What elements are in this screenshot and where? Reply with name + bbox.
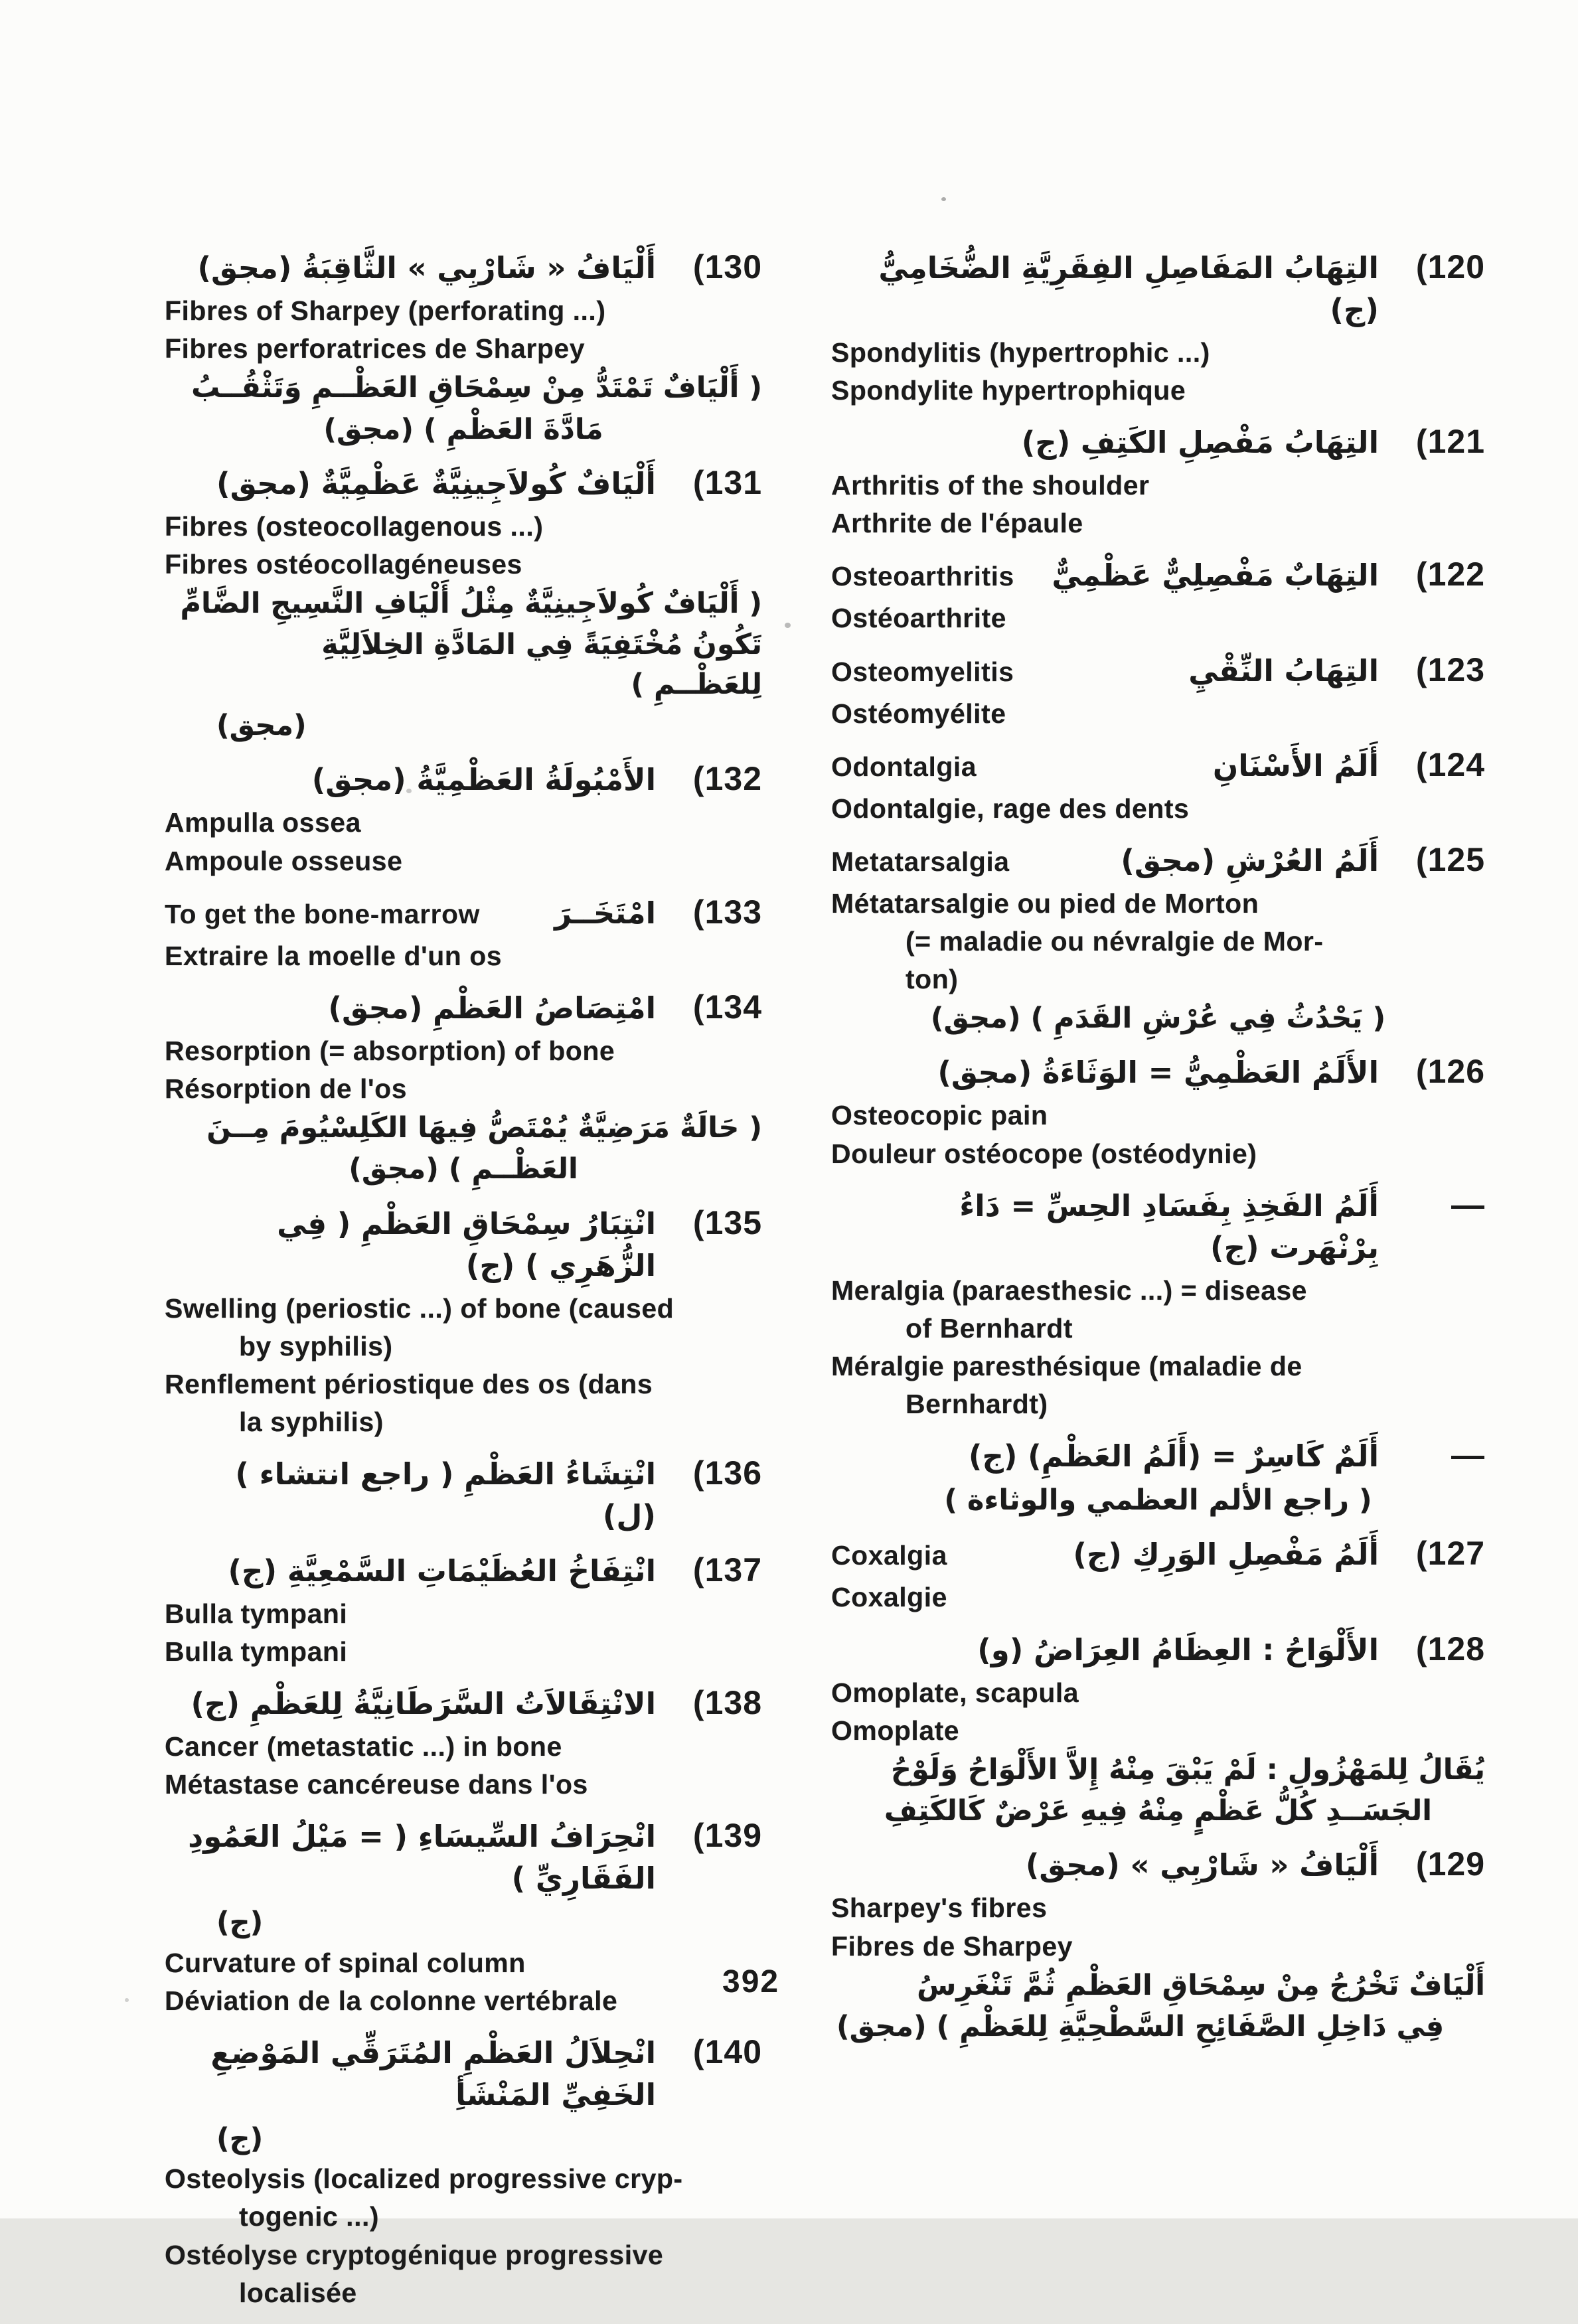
entry-line-french: Douleur ostéocope (ostéodynie)	[831, 1138, 1257, 1169]
dictionary-entry	[831, 1051, 1485, 1171]
entry-line-english: Bulla tympani	[165, 1598, 348, 1630]
entry-line-french: Omoplate	[831, 1715, 960, 1746]
entry-line-french: Coxalgie	[831, 1582, 947, 1613]
dictionary-entry	[831, 650, 1485, 732]
dictionary-entry	[831, 1844, 1485, 2047]
entry-headline	[831, 1051, 1485, 1093]
entry-english-inline: Odontalgia	[831, 751, 977, 782]
entry-line-arabic-note: العَظْــمِ ) (مجق)	[349, 1152, 578, 1186]
dictionary-entry	[831, 1435, 1485, 1520]
entry-line-english: togenic ...)	[239, 2201, 379, 2232]
entry-headline	[831, 650, 1485, 692]
dictionary-entry	[831, 1185, 1485, 1422]
dictionary-entry	[831, 247, 1485, 408]
entry-line-arabic-note: تَكُونُ مُخْتَفِيَةً فِي المَادَّةِ الخِلاَلِيَّةِ لِلعَظْــمِ )	[321, 628, 762, 701]
entry-headline	[831, 1533, 1485, 1575]
dictionary-entry	[165, 1550, 762, 1669]
dictionary-entry	[831, 554, 1485, 636]
entry-line-french: Résorption de l'os	[165, 1073, 408, 1104]
arabic-headword: التِهَابُ المَفَاصِلِ الفِقَرِيَّةِ الضُّخَامِيُّ (ج)	[878, 250, 1379, 327]
entry-headline	[165, 1550, 762, 1592]
arabic-headword: أَلَمٌ كَاسِرٌ = (أَلَمُ العَظْمِ) (ج)	[968, 1438, 1379, 1474]
entry-line-arabic-note: ( أَلْيَافٌ تَمْتَدُّ مِنْ سِمْحَاقِ العَظْــمِ وَتَثْقُــبُ	[191, 371, 762, 405]
entry-line-french: Bernhardt)	[906, 1388, 1048, 1419]
entry-english-inline: Coxalgia	[831, 1540, 947, 1571]
dictionary-entry	[831, 745, 1485, 826]
entry-number: (139	[692, 1817, 762, 1855]
entry-line-french: Fibres ostéocollagéneuses	[165, 548, 522, 580]
entry-line-arabic-continuation: (ج)	[216, 2122, 264, 2156]
entry-line-arabic-continuation: (مجق)	[216, 709, 307, 743]
entry-line-arabic-note: ( حَالَةٌ مَرَضِيَّةٌ يُمْتَصُّ فِيهَا الكَلِسْيُومَ مِــنَ	[206, 1111, 762, 1144]
entry-line-english: Swelling (periostic ...) of bone (caused	[165, 1292, 674, 1324]
entry-line-french: Arthrite de l'épaule	[831, 508, 1083, 539]
entry-number: (122	[1415, 556, 1485, 593]
entry-number: (120	[1415, 248, 1485, 285]
entry-line-french: Bulla tympani	[165, 1636, 348, 1667]
entry-line-arabic-note: أَلْيَافٌ تَخْرُجُ مِنْ سِمْحَاقِ العَظْمِ ثُمَّ تَنْغَرِسُ	[917, 1968, 1485, 2002]
entry-line-english: by syphilis)	[239, 1330, 393, 1361]
entry-line-french: localisée	[239, 2277, 357, 2308]
entry-number: (125	[1415, 840, 1485, 878]
entry-headline	[831, 1185, 1485, 1269]
arabic-headword: امْتَخَــرَ	[554, 895, 656, 931]
entry-headline	[831, 1435, 1485, 1477]
entry-line-french: la syphilis)	[239, 1406, 384, 1437]
entry-line-english: Fibres of Sharpey (perforating ...)	[165, 295, 606, 326]
entry-headline	[165, 892, 762, 934]
arabic-headword: انْتِشَاءُ العَظْمِ ( راجع انتشاء ) (ل)	[235, 1456, 656, 1534]
entry-english-inline: Osteomyelitis	[831, 656, 1014, 687]
entry-english-inline: To get the bone-marrow	[165, 898, 480, 929]
entry-headline	[831, 745, 1485, 787]
entry-number: —	[1451, 1436, 1485, 1474]
entry-english-inline: Osteoarthritis	[831, 561, 1014, 592]
dictionary-entry	[165, 759, 762, 878]
entry-line-french: Métatarsalgie ou pied de Morton	[831, 888, 1259, 919]
entry-line-english: Osteolysis (localized progressive cryp-	[165, 2163, 683, 2195]
entry-line-english: Ampulla ossea	[165, 807, 361, 838]
entry-line-english: of Bernhardt	[906, 1312, 1073, 1344]
entry-line-arabic-note: فِي دَاخِلِ الصَّفَائِحِ السَّطْحِيَّةِ لِلعَظْمِ ) (مجق)	[836, 2009, 1445, 2043]
left-column	[165, 247, 762, 2324]
arabic-headword: التِهَابُ مَفْصِلِ الكَتِفِ (ج)	[1021, 425, 1379, 461]
entry-line-english: Omoplate, scapula	[831, 1677, 1079, 1708]
entry-headline	[165, 1203, 762, 1286]
entry-number: (130	[692, 248, 762, 285]
entry-number: (135	[692, 1203, 762, 1241]
entry-line-arabic-note: ( راجع الألم العظمي والوثاءة )	[944, 1484, 1372, 1517]
arabic-headword: أَلَمُ مَفْصِلِ الوَرِكِ (ج)	[1073, 1537, 1379, 1573]
dictionary-entry	[831, 840, 1485, 1039]
entry-number: (137	[692, 1551, 762, 1589]
scan-speck	[406, 789, 412, 793]
entry-line-french: ton)	[906, 963, 959, 994]
dictionary-entry	[165, 463, 762, 746]
entry-line-arabic-continuation: (ج)	[216, 1906, 264, 1940]
arabic-headword: أَلْيَافٌ كُولاَجِينِيَّةٌ عَظْمِيَّةٌ (مجق)	[216, 465, 656, 501]
entry-line-french: Méralgie paresthésique (maladie de	[831, 1350, 1302, 1381]
entry-number: (134	[692, 988, 762, 1026]
dictionary-entry	[165, 1683, 762, 1802]
dictionary-entry	[165, 2032, 762, 2311]
entry-line-french: Fibres de Sharpey	[831, 1930, 1073, 1962]
dictionary-entry	[831, 1533, 1485, 1615]
entry-headline	[831, 840, 1485, 882]
entry-headline	[831, 247, 1485, 331]
entry-english-inline: Metatarsalgia	[831, 846, 1010, 877]
entry-line-french: Spondylite hypertrophique	[831, 375, 1186, 406]
entry-number: (128	[1415, 1630, 1485, 1667]
entry-line-arabic-note: مَادَّةَ العَظْمِ ) (مجق)	[323, 412, 603, 446]
entry-headline	[165, 987, 762, 1029]
arabic-headword: الأَلْوَاحُ : العِظَامُ العِرَاضُ (و)	[977, 1632, 1379, 1667]
entry-line-french: (= maladie ou névralgie de Mor-	[906, 925, 1324, 957]
scan-speck	[785, 623, 791, 628]
entry-headline	[165, 1683, 762, 1725]
entry-headline	[831, 554, 1485, 596]
entry-number: —	[1451, 1186, 1485, 1223]
arabic-headword: انْتِفَاخُ العُظَيْمَاتِ السَّمْعِيَّةِ (ج)	[228, 1553, 656, 1589]
entry-number: (136	[692, 1454, 762, 1492]
entry-line-french: Fibres perforatrices de Sharpey	[165, 333, 586, 364]
entry-headline	[165, 2032, 762, 2116]
entry-line-english: Curvature of spinal column	[165, 1947, 526, 1978]
arabic-headword: أَلْيَافُ « شَارْبِي » (مجق)	[1025, 1847, 1379, 1883]
entry-line-french: Extraire la moelle d'un os	[165, 940, 503, 971]
entry-line-english: Cancer (metastatic ...) in bone	[165, 1731, 562, 1762]
entry-headline	[165, 759, 762, 801]
entry-number: (140	[692, 2033, 762, 2071]
dictionary-entry	[165, 1453, 762, 1537]
entry-line-french: Ostéoarthrite	[831, 603, 1006, 634]
entry-line-arabic-note: ( أَلْيَافٌ كُولاَجِينِيَّةٌ مِثْلُ أَلْيَافِ النَّسِيجِ الضَّامِّ	[180, 587, 762, 621]
entry-headline	[165, 247, 762, 289]
entry-headline	[165, 1816, 762, 1899]
arabic-headword: أَلْيَافُ « شَارْبِي » الثَّاقِبَةُ (مجق)	[197, 250, 656, 285]
entry-line-english: Sharpey's fibres	[831, 1893, 1048, 1924]
arabic-headword: الأَلَمُ العَظْمِيُّ = الوَثَاءَةُ (مجق)	[937, 1055, 1379, 1091]
arabic-headword: التِهَابُ النِّقْيِ	[1188, 653, 1379, 688]
entry-line-arabic-note: يُقَالُ لِلمَهْزُولِ : لَمْ يَبْقَ مِنْهُ إِلاَّ الأَلْوَاحُ وَلَوْحُ	[891, 1752, 1485, 1786]
dictionary-entry	[831, 422, 1485, 541]
entry-number: (127	[1415, 1535, 1485, 1573]
entry-line-english: Osteocopic pain	[831, 1100, 1048, 1131]
entry-headline	[831, 1844, 1485, 1886]
arabic-headword: التِهَابٌ مَفْصِلِيٌّ عَظْمِيٌّ	[1052, 558, 1379, 593]
scan-speck	[941, 197, 946, 201]
entry-line-english: Arthritis of the shoulder	[831, 470, 1150, 501]
entry-line-french: Renflement périostique des os (dans	[165, 1368, 653, 1399]
entry-number: (138	[692, 1684, 762, 1722]
arabic-headword: انْحِرَافُ السِّيسَاءِ ( = مَيْلُ العَمُودِ الفَقَارِيِّ )	[188, 1819, 656, 1897]
dictionary-entry	[165, 1203, 762, 1440]
entry-number: (132	[692, 760, 762, 798]
right-column	[831, 247, 1485, 2060]
arabic-headword: أَلَمُ الفَخِذِ بِفَسَادِ الحِسِّ = دَاءُ بِرْنْهَرت (ج)	[959, 1188, 1379, 1265]
dictionary-entry	[165, 892, 762, 974]
arabic-headword: انْتِبَارُ سِمْحَاقِ العَظْمِ ( فِي الزُّهَرِي ) (ج)	[277, 1205, 656, 1283]
page-number: 392	[722, 1964, 780, 1999]
arabic-headword: امْتِصَاصُ العَظْمِ (مجق)	[328, 990, 656, 1026]
entry-headline	[831, 422, 1485, 463]
entry-line-french: Odontalgie, rage des dents	[831, 793, 1190, 824]
entry-headline	[165, 1453, 762, 1537]
entry-headline	[831, 1629, 1485, 1671]
arabic-headword: الانْتِقَالاَتُ السَّرَطَانِيَّةُ لِلعَظْمِ (ج)	[191, 1686, 656, 1722]
dictionary-entry	[165, 1816, 762, 2019]
arabic-headword: أَلَمُ العُرْشِ (مجق)	[1121, 842, 1379, 878]
scan-speck	[125, 1998, 129, 2002]
entry-number: (129	[1415, 1845, 1485, 1883]
entry-line-french: Métastase cancéreuse dans l'os	[165, 1769, 588, 1800]
dictionary-entry	[165, 247, 762, 449]
entry-number: (126	[1415, 1053, 1485, 1091]
entry-line-english: Spondylitis (hypertrophic ...)	[831, 337, 1210, 368]
entry-number: (131	[692, 463, 762, 501]
entry-line-english: Fibres (osteocollagenous ...)	[165, 510, 544, 542]
arabic-headword: أَلَمُ الأَسْنَانِ	[1212, 747, 1379, 783]
entry-line-arabic-note: الجَسَــدِ كُلُّ عَظْمٍ مِنْهُ فِيهِ عَرْضٌ كَالكَتِفِ	[884, 1794, 1433, 1828]
dictionary-entry	[165, 987, 762, 1190]
dictionary-entry	[831, 1629, 1485, 1831]
entry-line-english: Meralgia (paraesthesic ...) = disease	[831, 1275, 1307, 1306]
entry-line-english: Resorption (= absorption) of bone	[165, 1035, 615, 1066]
entry-line-french: Déviation de la colonne vertébrale	[165, 1985, 618, 2016]
entry-line-french: Ostéomyélite	[831, 698, 1006, 729]
entry-line-french: Ostéolyse cryptogénique progressive	[165, 2239, 664, 2270]
entry-number: (124	[1415, 745, 1485, 783]
entry-number: (123	[1415, 651, 1485, 688]
entry-line-french: Ampoule osseuse	[165, 845, 403, 876]
arabic-headword: انْحِلاَلُ العَظْمِ المُتَرَقِّي المَوْضِعِ الخَفِيِّ المَنْشَأِ	[210, 2035, 656, 2113]
entry-number: (133	[692, 893, 762, 931]
entry-headline	[165, 463, 762, 504]
entry-number: (121	[1415, 423, 1485, 461]
arabic-headword: الأَمْبُولَةُ العَظْمِيَّةُ (مجق)	[311, 762, 656, 798]
entry-line-arabic-note: ( يَحْدُثُ فِي عُرْشِ القَدَمِ ) (مجق)	[930, 1002, 1386, 1036]
